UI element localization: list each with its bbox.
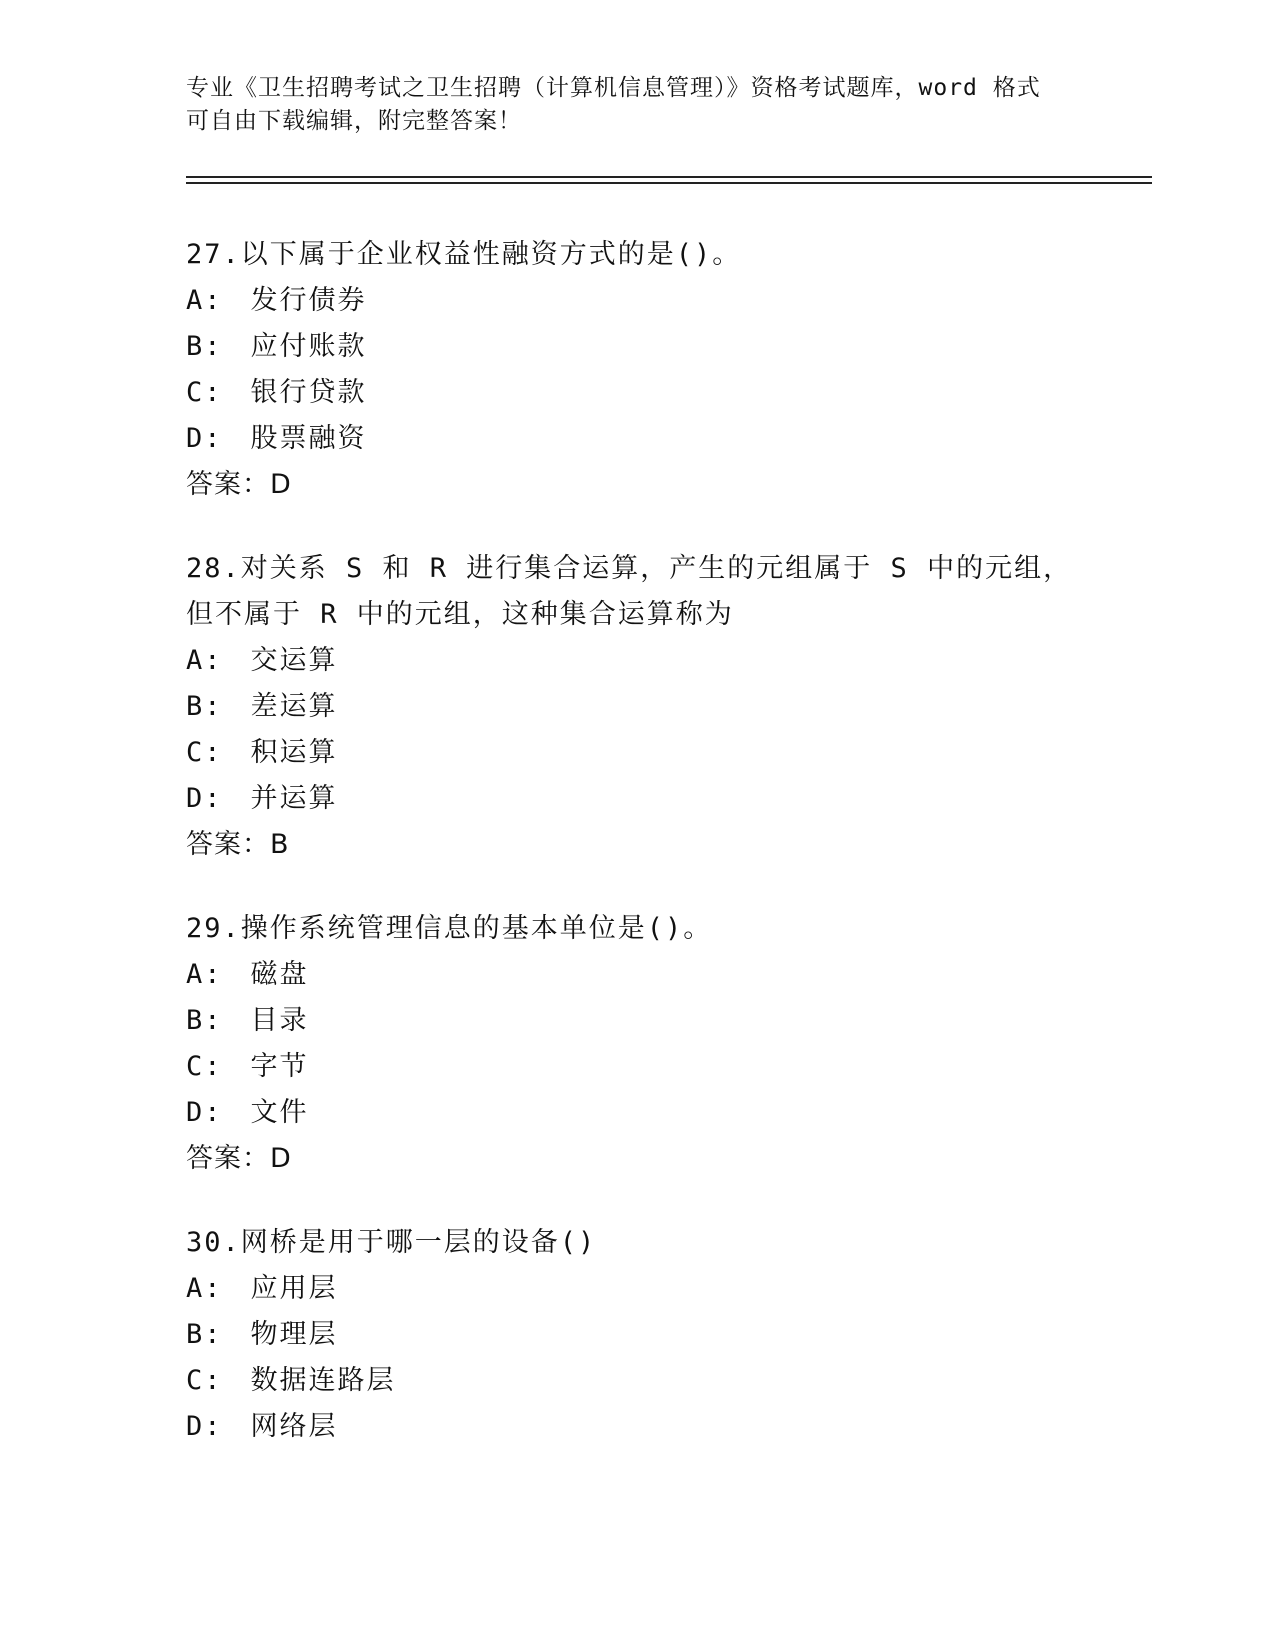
option-c	[186, 370, 1086, 416]
question-list	[186, 232, 1086, 1488]
option-text: 数据连路层	[250, 1365, 396, 1396]
option-letter: A:	[186, 1273, 223, 1304]
answer-line: 答案：B	[186, 829, 290, 860]
header-line-2: 可自由下载编辑，附完整答案！	[186, 108, 522, 134]
option-letter: C:	[186, 1051, 223, 1082]
option-text: 应用层	[250, 1273, 338, 1304]
option-text: 物理层	[250, 1319, 338, 1350]
option-a	[186, 638, 1086, 684]
option-text: 发行债券	[250, 285, 367, 316]
option-c	[186, 730, 1086, 776]
question-stem: 30.网桥是用于哪一层的设备()	[186, 1227, 597, 1258]
option-text: 银行贷款	[250, 377, 367, 408]
option-b	[186, 684, 1086, 730]
option-d	[186, 776, 1086, 822]
header-line-1: 专业《卫生招聘考试之卫生招聘（计算机信息管理）》资格考试题库，word 格式	[186, 75, 1041, 101]
option-text: 应付账款	[250, 331, 367, 362]
question-28	[186, 546, 1086, 868]
option-a	[186, 278, 1086, 324]
option-text: 字节	[250, 1051, 309, 1082]
option-text: 积运算	[250, 737, 338, 768]
option-letter: D:	[186, 1411, 223, 1442]
option-b	[186, 324, 1086, 370]
option-b	[186, 998, 1086, 1044]
option-c	[186, 1044, 1086, 1090]
header-divider-bottom	[186, 182, 1152, 184]
option-letter: B:	[186, 331, 223, 362]
option-letter: C:	[186, 1365, 223, 1396]
header-divider-top	[186, 176, 1152, 178]
question-stem: 28.对关系 S 和 R 进行集合运算，产生的元组属于 S 中的元组，但不属于 R 中的元组，这种集合运算称为	[186, 553, 1073, 630]
option-a	[186, 1266, 1086, 1312]
option-b	[186, 1312, 1086, 1358]
answer-line: 答案：D	[186, 1143, 292, 1174]
option-letter: A:	[186, 645, 223, 676]
document-header	[186, 72, 1066, 138]
option-letter: D:	[186, 423, 223, 454]
option-letter: C:	[186, 737, 223, 768]
question-30	[186, 1220, 1086, 1450]
question-stem: 27.以下属于企业权益性融资方式的是()。	[186, 239, 742, 270]
option-letter: A:	[186, 959, 223, 990]
option-text: 磁盘	[250, 959, 309, 990]
answer-line: 答案：D	[186, 469, 292, 500]
option-text: 并运算	[250, 783, 338, 814]
option-letter: C:	[186, 377, 223, 408]
option-letter: B:	[186, 691, 223, 722]
option-letter: D:	[186, 1097, 223, 1128]
option-d	[186, 416, 1086, 462]
question-stem: 29.操作系统管理信息的基本单位是()。	[186, 913, 713, 944]
option-d	[186, 1090, 1086, 1136]
option-text: 文件	[250, 1097, 309, 1128]
option-letter: B:	[186, 1005, 223, 1036]
option-text: 股票融资	[250, 423, 367, 454]
option-text: 交运算	[250, 645, 338, 676]
question-27	[186, 232, 1086, 508]
option-text: 目录	[250, 1005, 309, 1036]
option-letter: B:	[186, 1319, 223, 1350]
option-text: 差运算	[250, 691, 338, 722]
option-d	[186, 1404, 1086, 1450]
option-c	[186, 1358, 1086, 1404]
question-29	[186, 906, 1086, 1182]
option-letter: D:	[186, 783, 223, 814]
option-text: 网络层	[250, 1411, 338, 1442]
option-a	[186, 952, 1086, 998]
option-letter: A:	[186, 285, 223, 316]
